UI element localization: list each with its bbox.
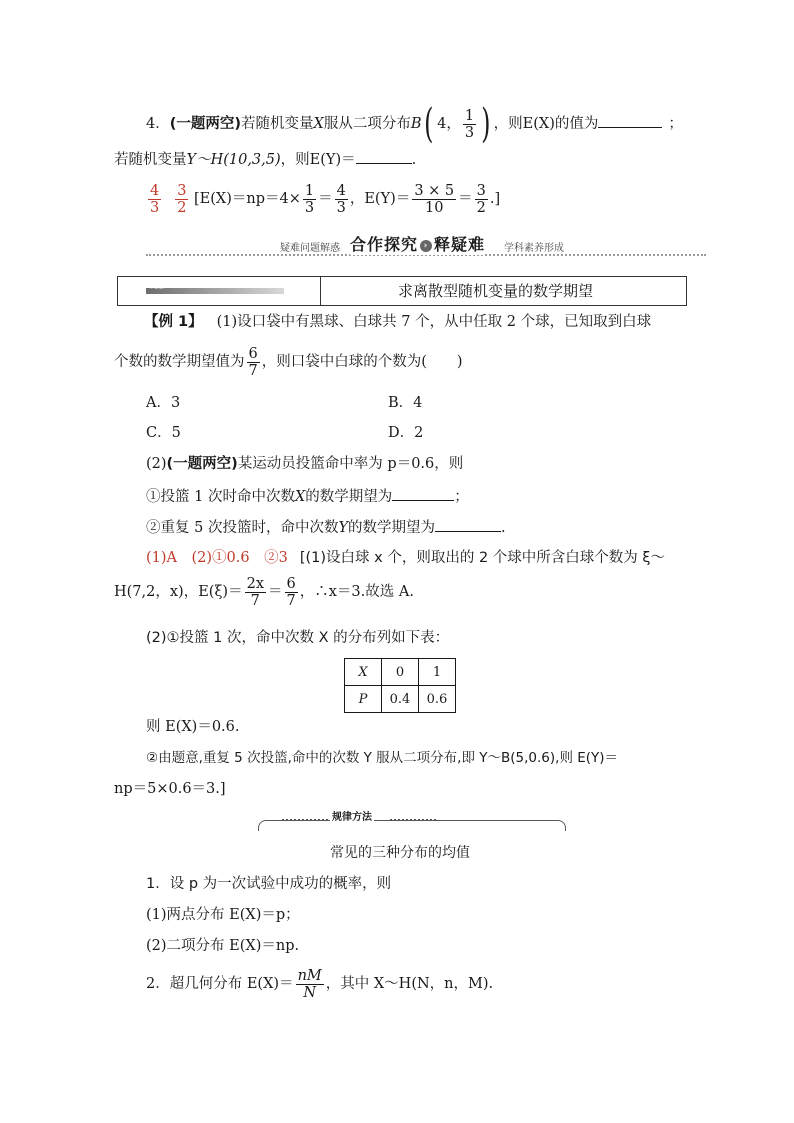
frac-den: 7 xyxy=(248,362,258,379)
period: . xyxy=(411,152,417,168)
answer-4-explanation xyxy=(194,180,500,218)
question-text: 若随机变量 xyxy=(114,152,187,168)
section-banner xyxy=(146,236,706,258)
frac-den: 3 xyxy=(304,199,315,216)
frac-num: 6 xyxy=(248,345,258,362)
fraction xyxy=(335,183,348,216)
explanation-text: ＝ xyxy=(458,191,473,207)
explanation-text: .] xyxy=(489,191,501,207)
example-1-q1 xyxy=(146,486,469,507)
example-1-line1 xyxy=(144,312,651,332)
var-x: X xyxy=(313,116,324,132)
distribution-table xyxy=(344,658,456,713)
type-tag-cell xyxy=(118,277,321,305)
frac-den: 3 xyxy=(150,199,160,216)
answer-fraction-1 xyxy=(148,183,161,216)
example-1-line2 xyxy=(114,343,463,381)
example-text: (1)设口袋中有黑球、白球共 7 个，从中任取 2 个球，已知取到白球 xyxy=(216,314,652,330)
question-4-line2 xyxy=(114,149,416,170)
close-paren: ) xyxy=(456,354,463,370)
expectation-y: E(Y)＝ xyxy=(309,152,356,168)
banner-title xyxy=(350,235,485,255)
frac-num: 4 xyxy=(336,182,346,199)
left-paren: ( xyxy=(424,101,434,147)
table-cell: P xyxy=(345,686,382,713)
explanation-text: ＝ xyxy=(318,191,333,207)
question-text: 若随机变量 xyxy=(241,116,314,132)
method-text: 2．超几何分布 E(X)＝ xyxy=(146,976,294,992)
solution-text: ②由题意,重复 5 次投篮,命中的次数 Y 服从二项分布,即 Y～B(5,0.6),则 E(Y)＝ xyxy=(146,750,619,766)
frac-den: 10 xyxy=(425,199,444,216)
method-title: 常见的三种分布的均值 xyxy=(330,845,470,861)
semicolon: ； xyxy=(668,116,683,132)
frac-num: 1 xyxy=(464,107,475,124)
example-text: 的数学期望为 xyxy=(305,489,393,505)
type-box-title: 求离散型随机变量的数学期望 xyxy=(398,282,594,300)
solution-text: np＝5×0.6＝3.] xyxy=(114,781,226,797)
option-d[interactable]: D．2 xyxy=(388,425,424,441)
frac-num: 1 xyxy=(304,182,315,199)
frac-den: 7 xyxy=(250,592,260,609)
period: . xyxy=(501,520,506,536)
example-1-part2 xyxy=(146,454,463,474)
explanation-text: [E(X)＝np＝4× xyxy=(194,191,301,207)
frac-den: 2 xyxy=(177,199,187,216)
frac-num: 2x xyxy=(246,575,264,592)
frac-den: 2 xyxy=(476,199,486,216)
fraction xyxy=(245,576,266,609)
question-text: 的值为 xyxy=(554,116,599,132)
frac-den: 3 xyxy=(464,124,475,141)
frac-num: 3 × 5 xyxy=(414,182,455,199)
table-row xyxy=(345,659,456,686)
example-label: 【例 1】 xyxy=(144,314,203,330)
question-text: ，则 xyxy=(280,152,310,168)
example-text: ，则口袋中白球的个数为( xyxy=(261,354,427,370)
answer-4 xyxy=(146,180,190,218)
solution-1-line1 xyxy=(146,548,665,568)
solution-text: H(7,2，x)，E(ξ)＝ xyxy=(114,584,243,600)
fraction xyxy=(303,183,316,216)
method-text: ，其中 X～H(N，n，M). xyxy=(325,976,494,992)
answer-blank[interactable] xyxy=(356,149,412,164)
var-x: X xyxy=(294,489,306,505)
answer-blank[interactable] xyxy=(598,113,662,128)
binomial-b: B xyxy=(410,116,422,132)
question-tag: (一题两空) xyxy=(169,116,241,132)
banner-right-text: 学科素养形成 xyxy=(504,243,564,254)
method-line: 1．设 p 为一次试验中成功的概率，则 xyxy=(146,876,392,892)
part-number: (2) xyxy=(146,456,167,472)
method-dots-right xyxy=(390,819,436,821)
solution-text: ＝ xyxy=(268,584,283,600)
method-line-4 xyxy=(146,964,493,1004)
table-cell: 1 xyxy=(419,659,456,686)
example-1-q2 xyxy=(146,517,506,538)
method-header-curve xyxy=(258,820,566,831)
question-4-line1 xyxy=(146,101,683,147)
method-line: (2)二项分布 E(X)＝np. xyxy=(146,938,300,954)
answer-fraction-2 xyxy=(175,183,188,216)
hypergeometric-y: Y～H(10,3,5) xyxy=(186,152,281,168)
answer-blank[interactable] xyxy=(435,517,501,532)
answer-blank[interactable] xyxy=(392,486,454,501)
frac-den: N xyxy=(303,984,316,1001)
table-row xyxy=(345,686,456,713)
method-line: (1)两点分布 E(X)＝p； xyxy=(146,907,300,923)
fraction-nm-over-n xyxy=(296,968,324,1001)
type-box xyxy=(117,276,687,306)
table-cell: 0.6 xyxy=(419,686,456,713)
fraction xyxy=(285,576,298,609)
solution-text: (2)①投篮 1 次，命中次数 X 的分布列如下表： xyxy=(146,630,450,646)
question-text: 服从二项分布 xyxy=(323,116,411,132)
frac-den: 7 xyxy=(286,592,296,609)
frac-num: 3 xyxy=(476,182,486,199)
option-c[interactable]: C．5 xyxy=(146,425,181,441)
arrow-circle-icon: › xyxy=(420,240,432,252)
solution-text: ，∴x＝3.故选 A. xyxy=(299,584,414,600)
binomial-n: 4， xyxy=(437,116,461,132)
example-text: ②重复 5 次投篮时，命中次数 xyxy=(146,520,339,536)
frac-num: 6 xyxy=(286,575,296,592)
part-tag: (一题两空) xyxy=(166,456,238,472)
answer-text: (1)A (2)①0.6 ②3 xyxy=(146,550,288,566)
frac-num: 3 xyxy=(177,182,187,199)
solution-text: [(1)设白球 x 个，则取出的 2 个球中所含白球个数为 ξ～ xyxy=(299,550,665,566)
method-header xyxy=(258,814,566,830)
example-text: 某运动员投篮命中率为 p＝0.6，则 xyxy=(237,456,464,472)
option-b[interactable]: B．4 xyxy=(388,395,423,411)
expectation-x: E(X) xyxy=(522,116,555,132)
fraction-one-third xyxy=(463,108,476,141)
banner-title-part1: 合作探究 xyxy=(350,235,419,254)
solution-text: 则 E(X)＝0.6. xyxy=(146,719,240,735)
frac-num: nM xyxy=(297,967,322,984)
frac-num: 4 xyxy=(150,182,160,199)
explanation-text: ，E(Y)＝ xyxy=(349,191,411,207)
method-header-label: 规律方法 xyxy=(332,812,372,823)
fraction xyxy=(412,183,456,216)
method-dots-left xyxy=(282,819,328,821)
type-tag-label: 类型1 xyxy=(150,282,169,290)
example-text: 个数的数学期望值为 xyxy=(114,354,245,370)
table-cell: 0.4 xyxy=(382,686,419,713)
table-cell: 0 xyxy=(382,659,419,686)
example-text: 的数学期望为 xyxy=(348,520,436,536)
var-y: Y xyxy=(338,520,349,536)
example-text: ①投篮 1 次时命中次数 xyxy=(146,489,295,505)
frac-den: 3 xyxy=(336,199,346,216)
question-text: ，则 xyxy=(493,116,523,132)
fraction-six-sevenths xyxy=(247,346,260,379)
option-a[interactable]: A．3 xyxy=(146,395,181,411)
right-paren: ) xyxy=(481,101,491,147)
solution-1-line2 xyxy=(114,572,414,612)
question-number: 4． xyxy=(146,116,170,132)
banner-left-text: 疑难问题解惑 xyxy=(280,243,340,254)
banner-title-part2: 释疑难 xyxy=(434,235,486,254)
semicolon: ； xyxy=(454,489,469,505)
fraction xyxy=(475,183,488,216)
table-cell: X xyxy=(345,659,382,686)
